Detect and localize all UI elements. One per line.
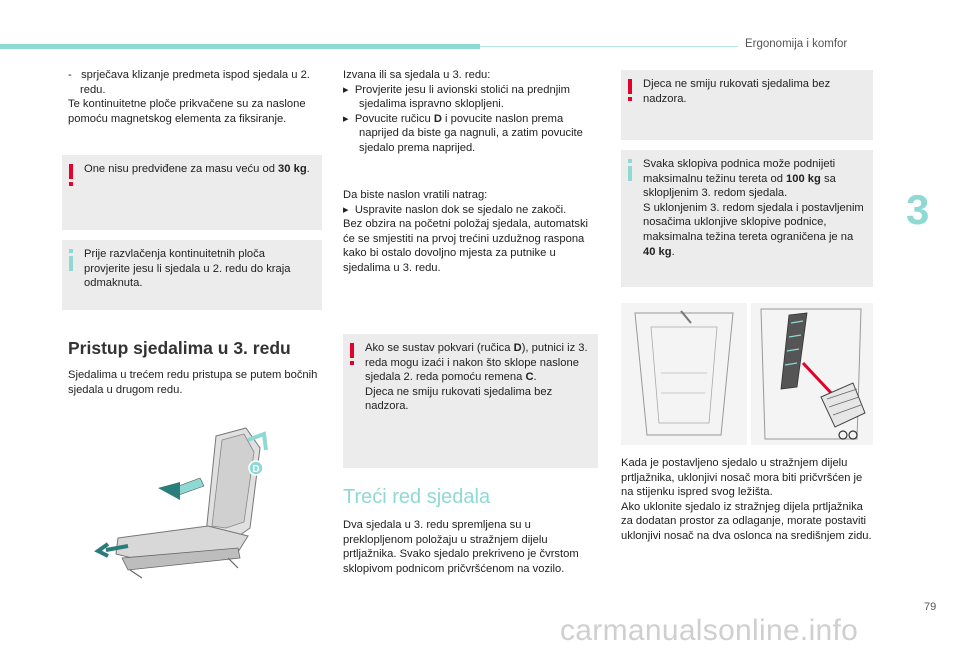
warning-icon <box>68 164 74 186</box>
col2-return <box>343 188 598 276</box>
carrier-paragraph-1: Kada je postavljeno sjedalo u stražnjem dijelu prtljažnika, uklonjivi nosač mora biti pričvršćen je na stijenku ispred svog ležišta. <box>621 457 863 499</box>
info-icon <box>68 249 74 271</box>
intro-dash-item: - sprječava klizanje predmeta ispod sjedala u 2. redu. <box>68 69 310 96</box>
access-paragraph: Sjedalima u trećem redu pristupa se putem bočnih sjedala u drugom redu. <box>68 369 318 396</box>
seat-illustration <box>88 418 284 580</box>
exit-step-1: ▸ Provjerite jesu li avionski stolići na prednjim sjedalima ispravno sklopljeni. <box>343 83 570 111</box>
intro-dash-text: sprječava klizanje predmeta ispod sjedala u 2. redu. <box>80 69 310 96</box>
trunk-illustration <box>621 303 873 445</box>
warning-box-weight <box>62 155 322 230</box>
return-intro: Da biste naslon vratili natrag: <box>343 189 488 201</box>
carrier-paragraph-2: Ako uklonite sjedalo iz stražnjeg dijela prtljažnika za dodatan prostor za odlaganje, morate postaviti uklonjivi nosač na dva oslonca na središnjem zidu. <box>621 500 872 542</box>
info-load-text: Svaka sklopiva podnica može podnijeti maksimalnu težinu tereta od 100 kg sa sklopljenim 3. redom sjedala. S uklonjenim 3. redom sjedala i postavljenim nosačima uklonjive sklopive podnice, maksimalna težina tereta ograničena je na 40 kg. <box>643 158 864 258</box>
exit-step-2: ▸ Povucite ručicu D i povucite naslon prema naprijed da biste ga nagnuli, a zatim povucite sjedalo prema naprijed. <box>343 112 583 154</box>
warning-box-children <box>621 70 873 140</box>
warning-box-failure <box>343 334 598 468</box>
info-icon <box>627 159 633 181</box>
label-d: D <box>252 464 260 475</box>
intro-paragraph: Te kontinuitetne ploče prikvačene su za naslone pomoću magnetskog elementa za fiksiranje. <box>68 98 306 125</box>
col3-carrier-text <box>621 456 873 544</box>
third-row-paragraph: Dva sjedala u 3. redu spremljena su u preklopljenom položaju u stražnjem dijelu prtljažnika. Svako sjedalo prekriveno je čvrstom sklopivom podnicom pričvršćenom na vozilo. <box>343 519 579 575</box>
section-heading-third-row: Treći red sjedala <box>343 486 491 508</box>
return-paragraph: Bez obzira na početni položaj sjedala, automatski će se smjestiti na prvoj trećini uzdužnog raspona kako bi ostalo dovoljno mjesta za putnike u sjedalima u 3. redu. <box>343 218 589 274</box>
warning-icon <box>349 343 355 365</box>
info-box-plates <box>62 240 322 310</box>
page-header-title: Ergonomija i komfor <box>745 38 848 50</box>
header-rule <box>480 46 738 47</box>
exit-intro: Izvana ili sa sjedala u 3. redu: <box>343 69 491 81</box>
col1-intro <box>68 68 320 126</box>
info-text: Prije razvlačenja kontinuitetnih ploča provjerite jesu li sjedala u 2. redu do kraja odmaknuta. <box>84 248 291 290</box>
warning-failure-text: Ako se sustav pokvari (ručica D), putnici iz 3. reda mogu izaći i nakon što sklope naslone sjedala 2. reda pomoću remena C. Djeca ne smiju rukovati sjedalima bez nadzora. <box>365 342 588 413</box>
col2-exit-steps <box>343 68 598 156</box>
page-number: 79 <box>924 601 937 613</box>
chapter-number: 3 <box>906 186 930 233</box>
warning-icon <box>627 79 633 101</box>
header-accent-bar <box>0 44 480 49</box>
info-box-load <box>621 150 873 287</box>
section-heading-access: Pristup sjedalima u 3. redu <box>68 338 291 358</box>
watermark: carmanualsonline.info <box>560 614 859 647</box>
warning-children-text: Djeca ne smiju rukovati sjedalima bez nadzora. <box>643 78 831 105</box>
warning-text: One nisu predviđene za masu veću od 30 kg. <box>84 163 310 175</box>
return-step: ▸ Uspravite naslon dok se sjedalo ne zakoči. <box>343 203 567 216</box>
